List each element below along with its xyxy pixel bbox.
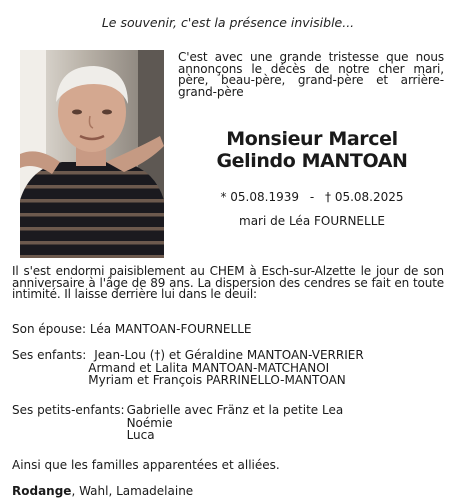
- child-line: Jean-Lou (†) et Géraldine MANTOAN-VERRIER: [94, 348, 364, 362]
- death-announcement: Il s'est endormi paisiblement au CHEM à Esch-sur-Alzette le jour de son anniversaire à l'âge de 89 ans. La dispersion des cendres se fait en toute intimité. Il laisse derrière lui dans le deuil:: [12, 264, 444, 301]
- grandchildren-list: [127, 404, 344, 442]
- motto-quote: Le souvenir, c'est la présence invisible...: [101, 15, 355, 30]
- children-list: [88, 348, 364, 387]
- families-line: Ainsi que les familles apparentées et alliées.: [12, 458, 280, 472]
- name-line-first: Monsieur Marcel: [226, 128, 398, 150]
- birth-symbol: *: [220, 190, 227, 204]
- child-line: Myriam et François PARRINELLO-MANTOAN: [88, 373, 346, 387]
- portrait-photo: [20, 50, 164, 258]
- date-separator: -: [309, 190, 315, 204]
- death-date: 05.08.2025: [334, 190, 404, 204]
- spouse-name: Léa MANTOAN-FOURNELLE: [89, 322, 252, 336]
- grandchild-line: Noémie: [126, 415, 173, 430]
- grandchildren-section: [12, 404, 444, 442]
- life-dates: [172, 190, 452, 204]
- location-primary: Rodange: [12, 484, 72, 498]
- spouse-label: Son épouse:: [12, 322, 87, 336]
- birth-date: 05.08.1939: [230, 190, 299, 204]
- children-section: [12, 349, 444, 387]
- grandchild-line: Gabrielle avec Fränz et la petite Lea: [126, 403, 344, 417]
- locations-line: [12, 484, 444, 498]
- grandchild-line: Luca: [126, 428, 155, 442]
- death-cross-icon: †: [325, 190, 331, 204]
- grandchildren-label: Ses petits-enfants:: [12, 403, 125, 417]
- children-label: Ses enfants:: [12, 348, 87, 362]
- spouse-section: [12, 322, 444, 336]
- deceased-name: [172, 128, 452, 172]
- location-others: , Wahl, Lamadelaine: [71, 484, 194, 498]
- announcement-intro: C'est avec une grande tristesse que nous annonçons le décès de notre cher mari, père, beau-père, grand-père et arrière-grand-père: [178, 50, 444, 99]
- spouse-line: mari de Léa FOURNELLE: [239, 214, 385, 228]
- child-line: Armand et Lalita MANTOAN-MATCHANOI: [88, 360, 330, 375]
- portrait-image: [20, 50, 164, 258]
- name-line-last: Gelindo MANTOAN: [216, 150, 408, 172]
